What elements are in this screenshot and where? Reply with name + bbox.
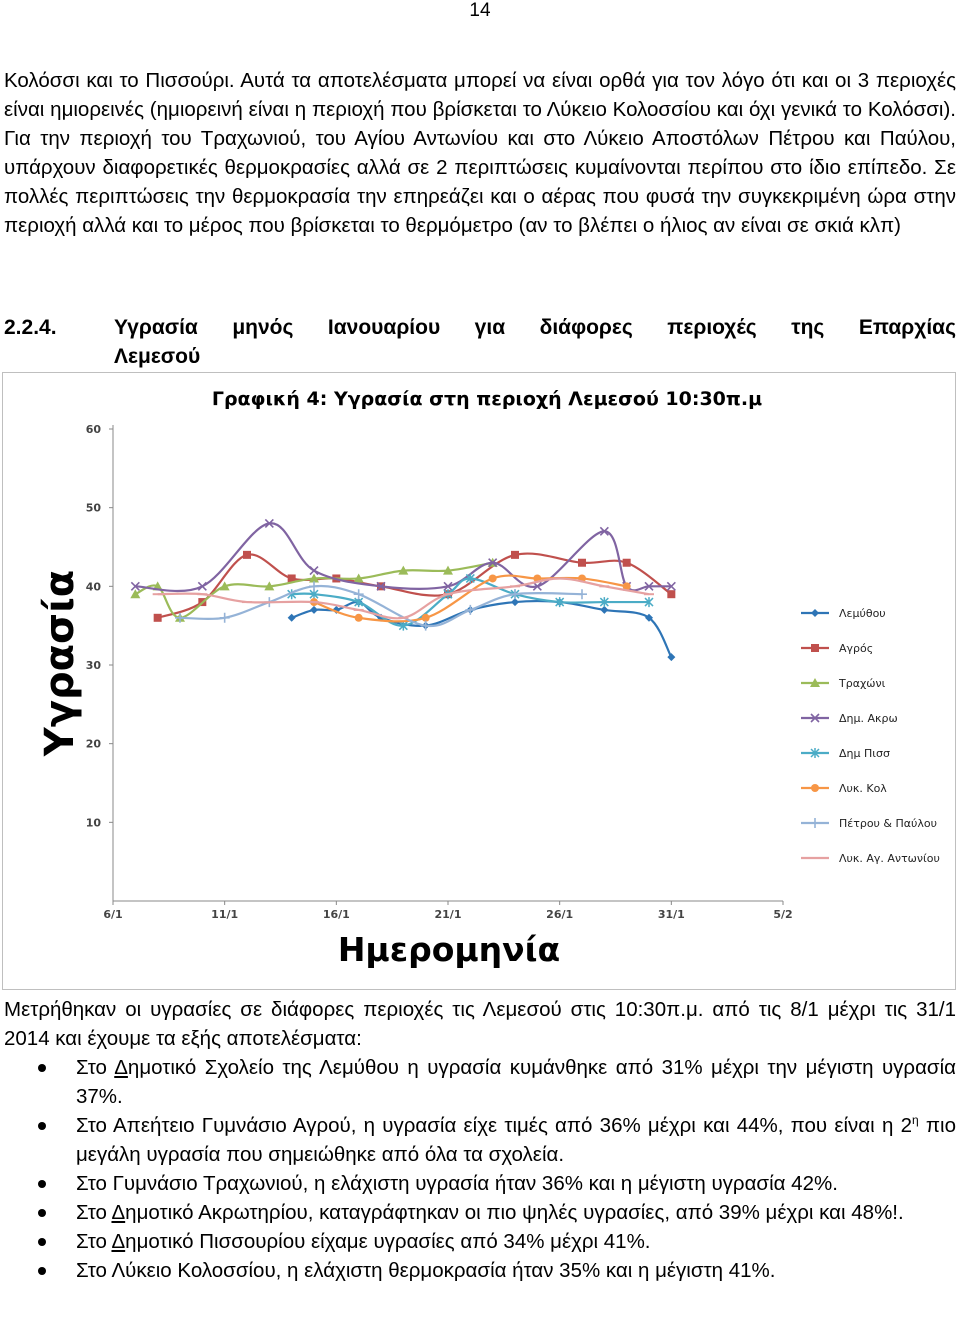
data-point-marker [243, 551, 251, 559]
bullet-text: Στο [76, 1056, 115, 1079]
bullet-item [0, 1256, 956, 1285]
bullet-dot-icon [38, 1180, 46, 1188]
x-tick-label: 6/1 [103, 908, 123, 921]
bullet-dot-icon [38, 1064, 46, 1072]
section-title-line1: Υγρασία μηνός Ιανουαρίου για διάφορες περιοχές της Επαρχίας [114, 316, 956, 339]
data-point-marker [198, 582, 206, 590]
y-tick-label: 40 [85, 580, 101, 594]
data-point-marker [422, 614, 430, 622]
data-point-marker [577, 589, 587, 599]
data-point-marker [465, 605, 475, 615]
data-point-marker [667, 653, 675, 661]
data-point-marker [355, 614, 363, 622]
bullet-dot-icon [38, 1209, 46, 1217]
data-point-marker [811, 784, 819, 792]
x-tick-label: 21/1 [434, 908, 462, 921]
series-line [135, 523, 671, 591]
legend-label: Αγρός [839, 642, 874, 655]
data-point-marker [810, 818, 820, 828]
bullet-text-continued: ημοτικό Πισσουρίου είχαμε υγρασίες από 34% μέχρι 41%. [125, 1230, 651, 1253]
data-point-marker [811, 644, 819, 652]
data-point-marker [578, 559, 586, 567]
humidity-chart [2, 372, 956, 990]
series-line [292, 601, 672, 657]
bullet-dot-icon [38, 1122, 46, 1130]
bullet-underlined-letter: Δ [111, 1230, 126, 1253]
bullet-dot-icon [38, 1238, 46, 1246]
legend-label: Δημ Πισσ [839, 747, 890, 760]
data-point-marker [154, 614, 162, 622]
x-tick-label: 5/2 [773, 908, 793, 921]
data-point-marker [489, 574, 497, 582]
bullet-text-continued: ημοτικό Ακρωτηρίου, καταγράφτηκαν οι πιο ψηλές υγρασίες, από 39% μέχρι και 48%!. [125, 1201, 904, 1224]
bullet-underlined-letter: Δ [114, 1056, 128, 1079]
data-point-marker [511, 551, 519, 559]
legend-label: Λυκ. Αγ. Αντωνίου [839, 852, 940, 865]
data-point-marker [511, 598, 519, 606]
results-bullet-list [0, 1053, 956, 1285]
page-number: 14 [469, 0, 491, 21]
data-point-marker [600, 606, 608, 614]
bullet-text: Στο Λύκειο Κολοσσίου, η ελάχιστη θερμοκρασία ήταν 35% και η μέγιστη 41%. [76, 1259, 776, 1282]
bullet-superscript: η [911, 1113, 919, 1128]
section-number: 2.2.4. [4, 316, 57, 339]
bullet-item [0, 1111, 956, 1169]
legend-label: Λεμύθου [839, 607, 886, 620]
y-axis-label: Υγρασία [37, 569, 83, 757]
bullet-text-continued: πιο μεγάλη υγρασία που σημειώθηκε από όλα τα σχολεία. [76, 1114, 956, 1166]
bullet-item [0, 1227, 956, 1256]
humidity-chart-svg [3, 373, 957, 991]
section-heading [4, 313, 956, 371]
data-point-marker [667, 590, 675, 598]
section-title-line2: Λεμεσού [114, 345, 201, 368]
x-tick-label: 16/1 [322, 908, 350, 921]
data-point-marker [310, 567, 318, 575]
x-tick-label: 31/1 [657, 908, 685, 921]
y-tick-label: 60 [85, 423, 101, 436]
y-tick-label: 10 [85, 816, 101, 830]
bullet-text: Στο [76, 1230, 112, 1253]
legend-label: Πέτρου & Παύλου [839, 817, 937, 830]
data-point-marker [220, 613, 230, 623]
data-point-marker [310, 606, 318, 614]
chart-title: Γραφική 4: Υγρασία στη περιοχή Λεμεσού 10:30π.μ [211, 388, 763, 410]
legend-label: Δημ. Ακρω [839, 712, 898, 725]
intro-paragraph: Κολόσσι και το Πισσούρι. Αυτά τα αποτελέσματα μπορεί να είναι ορθά για τον λόγο ότι και οι 3 περιοχές είναι ημιορεινές (ημιορεινή είναι η περιοχή που βρίσκεται το Λύκειο Κολοσσίου και όχι γενικά το Κολόσσι). Για την περιοχή του Τραχωνιού, του Αγίου Αντωνίου και στο Λύκειο Αποστόλων Πέτρου και Παύλου, υπάρχουν διαφορετικές θερμοκρασίες αλλά σε 2 περιπτώσεις κυμαίνονται περίπου στο ίδιο επίπεδο. Σε πολλές περιπτώσεις την θερμοκρασία την επηρεάζει και ο αέρας που φυσά την συγκεκριμένη ώρα στην περιοχή αλλά και το μέρος που βρίσκεται το θερμόμετρο (αν το βλέπει ο ήλιος αν είναι σε σκιά κλπ) [4, 69, 956, 237]
bullet-underlined-letter: Δ [111, 1201, 126, 1224]
y-tick-label: 50 [85, 501, 101, 515]
data-point-marker [288, 614, 296, 622]
legend-label: Λυκ. Κολ [839, 782, 887, 795]
bullet-text-continued: ημοτικό Σχολείο της Λεμύθου η υγρασία κυμάνθηκε από 31% μέχρι την μέγιστη υγρασία 37%. [76, 1056, 956, 1108]
bullet-text: Στο Απεήτειο Γυμνάσιο Αγρού, η υγρασία είχε τιμές από 36% μέχρι και 44%, που είναι η 2 [76, 1114, 912, 1137]
x-tick-label: 26/1 [546, 908, 574, 921]
data-point-marker [623, 559, 631, 567]
bullet-item [0, 1053, 956, 1111]
data-point-marker [421, 621, 431, 631]
bullet-text: Στο [76, 1201, 112, 1224]
after-chart-paragraph: Μετρήθηκαν οι υγρασίες σε διάφορες περιοχές τις Λεμεσού στις 10:30π.μ. από τις 8/1 μέχρι τις 31/1 2014 και έχουμε τα εξής αποτελέσματα: [4, 998, 956, 1050]
y-tick-label: 20 [85, 737, 101, 751]
x-tick-label: 11/1 [211, 908, 239, 921]
bullet-text: Στο Γυμνάσιο Τραχωνιού, η ελάχιστη υγρασία ήταν 36% και η μέγιστη υγρασία 42%. [76, 1172, 838, 1195]
y-tick-label: 30 [85, 659, 101, 672]
bullet-item [0, 1198, 956, 1227]
bullet-item [0, 1169, 956, 1198]
x-axis-label: Ημερομηνία [337, 930, 561, 969]
bullet-dot-icon [38, 1267, 46, 1275]
data-point-marker [811, 609, 819, 617]
legend-label: Τραχώνι [839, 677, 886, 690]
